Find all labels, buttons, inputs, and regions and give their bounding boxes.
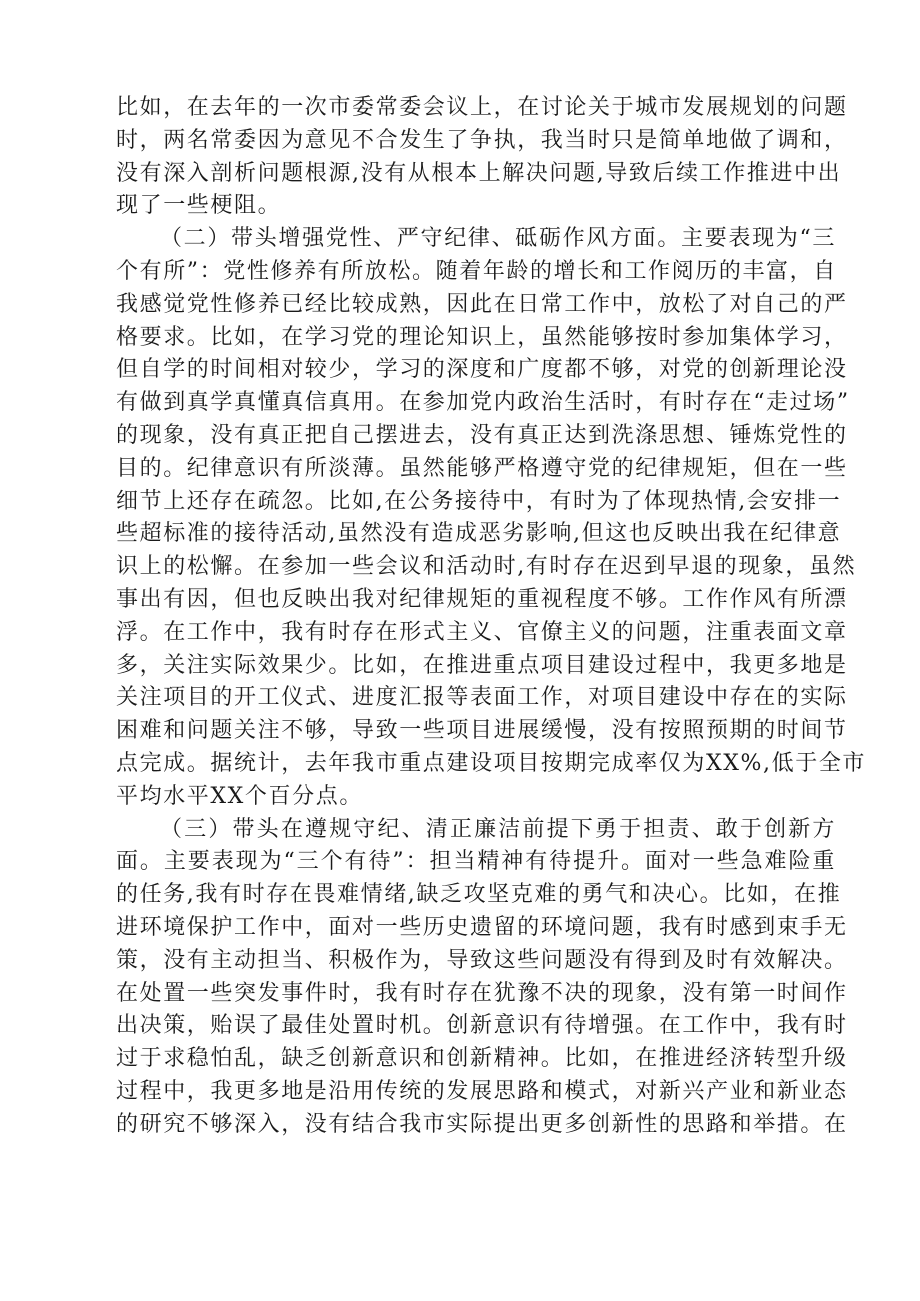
text-line: 个有所”：党性修养有所放松。随着年龄的增长和工作阅历的丰富，自 [116, 258, 837, 284]
text-line: 多，关注实际效果少。比如，在推进重点项目建设过程中，我更多地是 [116, 652, 848, 678]
text-line: 过于求稳怕乱，缺乏创新意识和创新精神。比如，在推进经济转型升级 [116, 1046, 848, 1072]
text-line: 比如，在去年的一次市委常委会议上，在讨论关于城市发展规划的问题 [116, 95, 848, 120]
text-line: 策，没有主动担当、积极作为，导致这些问题没有得到及时有效解决。 [116, 947, 848, 973]
text-line: 平均水平XX个百分点。 [116, 783, 363, 809]
text-line: （三）带头在遵规守纪、清正廉洁前提下勇于担责、敢于创新方 [160, 816, 836, 842]
text-line: 困难和问题关注不够，导致一些项目进展缓慢，没有按照预期的时间节 [116, 718, 848, 744]
text-line: 现了一些梗阻。 [116, 193, 282, 219]
text-line: 有做到真学真懂真信真用。在参加党内政治生活时，有时存在“走过场” [116, 390, 850, 416]
text-line: 但自学的时间相对较少，学习的深度和广度都不够，对党的创新理论没 [116, 357, 848, 383]
text-line: 些超标准的接待活动,虽然没有造成恶劣影响,但这也反映出我在纪律意 [116, 521, 842, 547]
text-line: （二）带头增强党性、严守纪律、砥砺作风方面。主要表现为“三 [160, 226, 836, 252]
text-line: 识上的松懈。在参加一些会议和活动时,有时存在迟到早退的现象，虽然 [116, 554, 857, 580]
text-line: 出决策，贻误了最佳处置时机。创新意识有待增强。在工作中，我有时 [116, 1013, 848, 1039]
text-line: 点完成。据统计，去年我市重点建设项目按期完成率仅为XX%,低于全市 [116, 750, 867, 776]
text-line: 时，两名常委因为意见不合发生了争执，我当时只是简单地做了调和， [116, 127, 848, 153]
text-line: 事出有因，但也反映出我对纪律规矩的重视程度不够。工作作风有所漂 [116, 586, 848, 612]
text-line: 的研究不够深入，没有结合我市实际提出更多创新性的思路和举措。在 [116, 1111, 848, 1137]
text-line: 的现象，没有真正把自己摆进去，没有真正达到洗涤思想、锤炼党性的 [116, 422, 848, 448]
text-line: 过程中，我更多地是沿用传统的发展思路和模式，对新兴产业和新业态 [116, 1078, 848, 1104]
text-line: 我感觉党性修养已经比较成熟，因此在日常工作中，放松了对自己的严 [116, 291, 848, 317]
text-line: 进环境保护工作中，面对一些历史遗留的环境问题，我有时感到束手无 [116, 914, 848, 940]
document-body [116, 92, 867, 1142]
text-line: 浮。在工作中，我有时存在形式主义、官僚主义的问题，注重表面文章 [116, 619, 848, 645]
text-line: 目的。纪律意识有所淡薄。虽然能够严格遵守党的纪律规矩，但在一些 [116, 455, 848, 481]
text-line: 面。主要表现为“三个有待”：担当精神有待提升。面对一些急难险重 [116, 849, 836, 875]
text-line: 在处置一些突发事件时，我有时存在犹豫不决的现象，没有第一时间作 [116, 980, 848, 1006]
text-line: 的任务,我有时存在畏难情绪,缺乏攻坚克难的勇气和决心。比如，在推 [116, 882, 842, 908]
text-line: 格要求。比如，在学习党的理论知识上，虽然能够按时参加集体学习， [116, 324, 848, 350]
text-line: 细节上还存在疏忽。比如,在公务接待中，有时为了体现热情,会安排一 [116, 488, 842, 514]
text-line: 没有深入剖析问题根源,没有从根本上解决问题,导致后续工作推进中出 [116, 160, 842, 186]
text-line: 关注项目的开工仪式、进度汇报等表面工作，对项目建设中存在的实际 [116, 685, 848, 711]
